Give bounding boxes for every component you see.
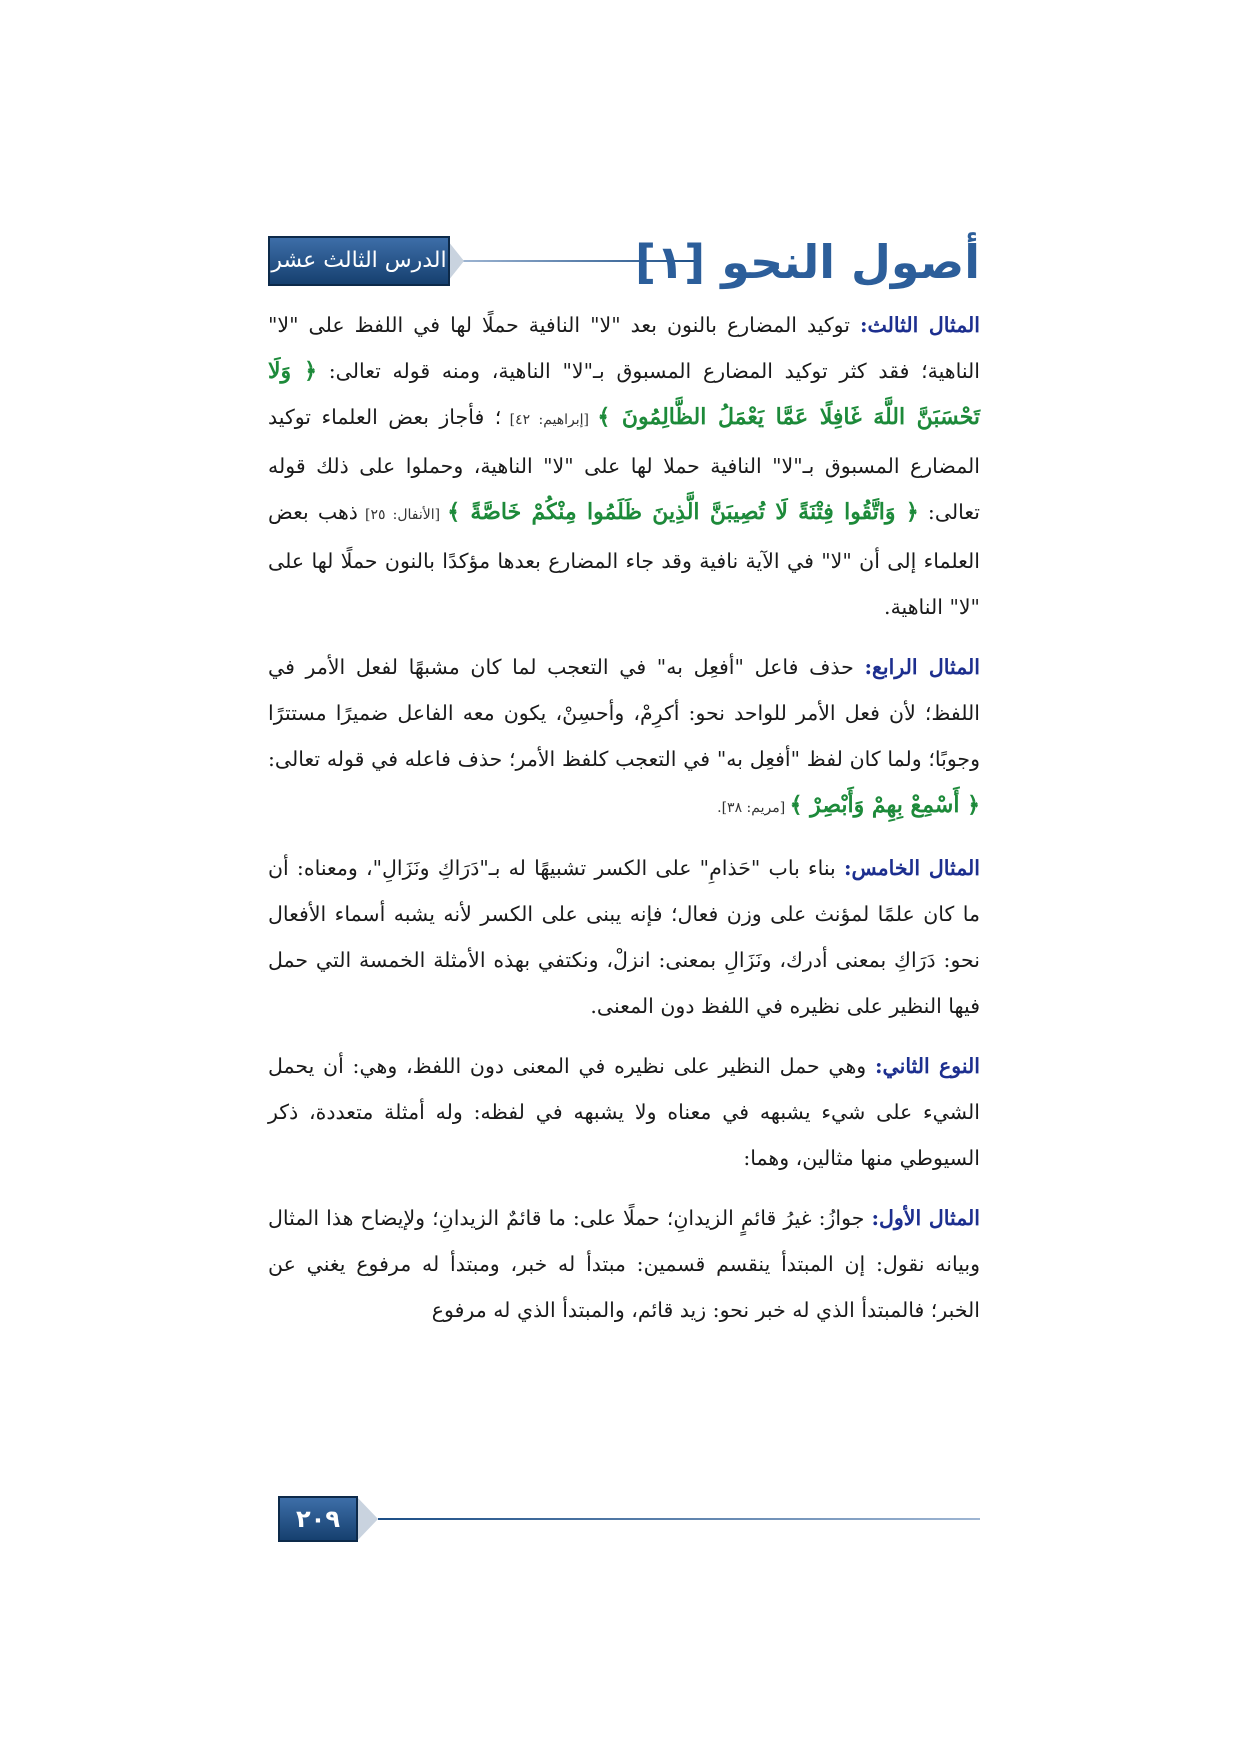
body-text: جوازُ: غيرُ قائمٍ الزيدانِ؛ حملًا على: ما قائمٌ الزيدانِ؛ ولإيضاح هذا المثال وبيانه نقول: إن المبتدأ ينقسم قسمين: مبتدأ له خبر، ومبتدأ له مرفوع يغني عن الخبر؛ فالمبتدأ الذي له خبر نحو: زيد قائم، والمبتدأ الذي له مرفوع [268,1206,980,1322]
paragraph [268,302,980,630]
body-text: بناء باب "حَذامِ" على الكسر تشبيهًا له بـ"دَرَاكِ ونَزَالِ"، ومعناه: أن ما كان علمًا لمؤنث على وزن فعال؛ فإنه يبنى على الكسر لأنه يشبه أسماء الأفعال نحو: دَرَاكِ بمعنى أدرك، ونَزَالِ بمعنى: انزلْ، ونكتفي بهذه الأمثلة الخمسة التي حمل فيها النظير على نظيره في اللفظ دون المعنى. [268,856,980,1018]
body-text: ذهب بعض العلماء إلى أن "لا" في الآية نافية وقد جاء المضارع بعدها مؤكدًا بالنون حملًا لها على "لا" الناهية. [268,500,980,619]
page-body [268,302,980,1347]
paragraph [268,1195,980,1333]
page-header [268,232,980,292]
body-text: توكيد المضارع بالنون بعد "لا" النافية حملًا لها في اللفظ على "لا" الناهية؛ فقد كثر توكيد المضارع المسبوق بـ"لا" الناهية، ومنه قوله تعالى: [268,313,980,383]
verse-reference: [إبراهيم: ٤٢] [501,412,598,428]
section-label: المثال الثالث: [859,313,981,337]
paragraph [268,845,980,1029]
section-label: النوع الثاني: [874,1054,981,1078]
lesson-badge: الدرس الثالث عشر [268,236,450,286]
book-title: أصول النحو [١] [635,235,980,289]
body-text: ؛ فأجاز بعض العلماء توكيد المضارع المسبوق بـ"لا" النافية حملا لها على "لا" الناهية، وحملوا على ذلك قوله تعالى: [268,405,980,524]
section-label: المثال الأول: [871,1206,980,1230]
page-number-shadow [356,1496,378,1542]
page-footer [268,1492,980,1546]
page-number: ٢٠٩ [278,1496,358,1542]
paragraph [268,1043,980,1181]
verse-reference: [مريم: ٣٨]. [717,800,790,816]
body-text: حذف فاعل "أفعِل به" في التعجب لما كان مشبهًا لفعل الأمر في اللفظ؛ لأن فعل الأمر للواحد نحو: أكرِمْ، وأحسِنْ، يكون معه الفاعل ضميرًا مستترًا وجوبًا؛ ولما كان لفظ "أفعِل به" في التعجب كلفظ الأمر؛ حذف فاعله في قوله تعالى: [268,655,980,771]
section-label: المثال الرابع: [864,655,980,679]
quran-verse: ﴿ أَسْمِعْ بِهِمْ وَأَبْصِرْ ﴾ [789,792,980,818]
quran-verse: ﴿ وَلَا تَحْسَبَنَّ اللَّهَ غَافِلًا عَمَّا يَعْمَلُ الظَّالِمُونَ ﴾ [268,358,981,430]
paragraph [268,644,980,831]
section-label: المثال الخامس: [843,856,980,880]
body-text: وهي حمل النظير على نظيره في المعنى دون اللفظ، وهي: أن يحمل الشيء على شيء يشبهه في معناه ولا يشبهه في لفظه: وله أمثلة متعددة، ذكر السيوطي منها مثالين، وهما: [268,1054,980,1170]
footer-rule [378,1518,980,1520]
quran-verse: ﴿ وَاتَّقُوا فِتْنَةً لَا تُصِيبَنَّ الَّذِينَ ظَلَمُوا مِنْكُمْ خَاصَّةً ﴾ [447,499,919,525]
verse-reference: [الأنفال: ٢٥] [357,507,448,523]
